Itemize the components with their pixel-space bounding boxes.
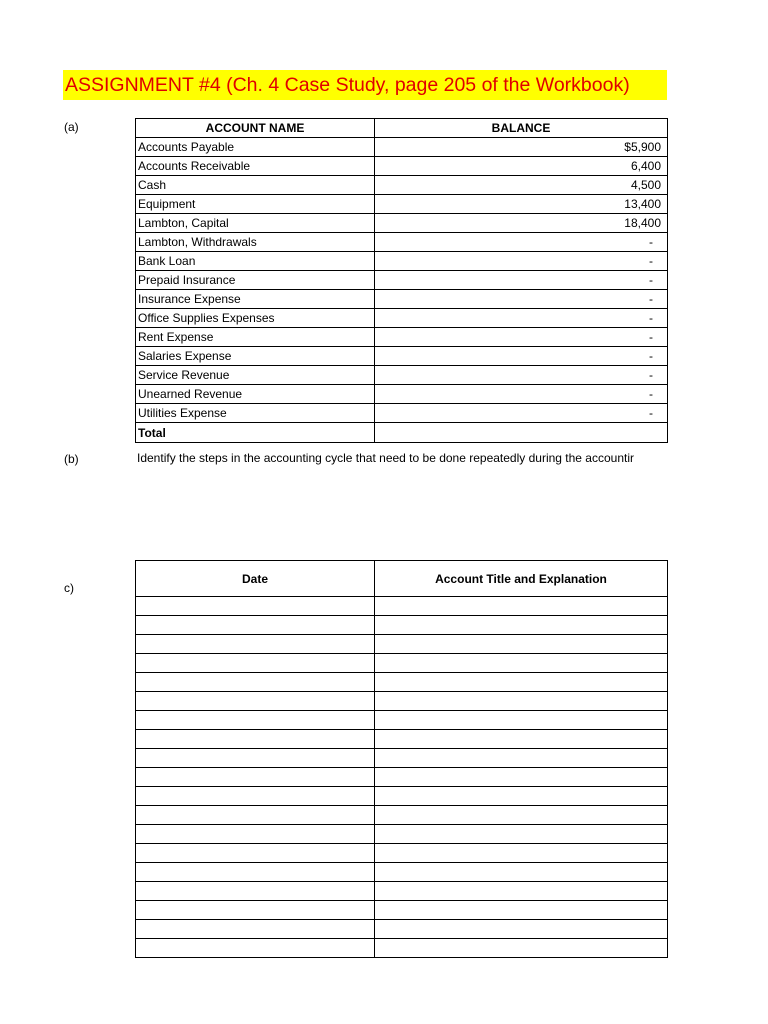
journal-row [136, 730, 668, 749]
journal-account-cell[interactable] [375, 673, 668, 692]
table-row [136, 176, 668, 195]
journal-date-cell[interactable] [136, 711, 375, 730]
account-name-cell: Accounts Receivable [136, 157, 375, 176]
table-row [136, 309, 668, 328]
journal-date-cell[interactable] [136, 939, 375, 958]
account-name-cell: Office Supplies Expenses [136, 309, 375, 328]
table-row [136, 328, 668, 347]
journal-date-cell[interactable] [136, 787, 375, 806]
journal-row [136, 844, 668, 863]
account-name-cell: Lambton, Withdrawals [136, 233, 375, 252]
part-b-label: (b) [64, 452, 79, 466]
table-row [136, 138, 668, 157]
table-row [136, 347, 668, 366]
account-name-cell: Utilities Expense [136, 404, 375, 423]
account-name-cell: Equipment [136, 195, 375, 214]
table-row [136, 195, 668, 214]
account-balance-table [135, 118, 668, 443]
balance-cell: - [375, 309, 668, 328]
journal-date-cell[interactable] [136, 882, 375, 901]
balance-cell: - [375, 328, 668, 347]
table-row [136, 366, 668, 385]
table-row [136, 252, 668, 271]
table-header-row [136, 119, 668, 138]
table-row [136, 385, 668, 404]
journal-header-row [136, 561, 668, 597]
journal-date-cell[interactable] [136, 844, 375, 863]
journal-row [136, 787, 668, 806]
balance-cell: - [375, 347, 668, 366]
column-header-balance: BALANCE [375, 119, 668, 138]
journal-account-cell[interactable] [375, 711, 668, 730]
journal-date-cell[interactable] [136, 901, 375, 920]
journal-row [136, 863, 668, 882]
balance-cell: - [375, 252, 668, 271]
journal-date-cell[interactable] [136, 863, 375, 882]
journal-account-cell[interactable] [375, 597, 668, 616]
table-row [136, 233, 668, 252]
account-name-cell: Prepaid Insurance [136, 271, 375, 290]
journal-row [136, 901, 668, 920]
journal-account-cell[interactable] [375, 692, 668, 711]
journal-date-cell[interactable] [136, 635, 375, 654]
journal-account-cell[interactable] [375, 939, 668, 958]
journal-account-cell[interactable] [375, 844, 668, 863]
journal-account-cell[interactable] [375, 787, 668, 806]
journal-date-cell[interactable] [136, 692, 375, 711]
journal-date-cell[interactable] [136, 825, 375, 844]
total-row [136, 423, 668, 443]
journal-row [136, 939, 668, 958]
journal-date-cell[interactable] [136, 920, 375, 939]
journal-account-cell[interactable] [375, 616, 668, 635]
account-name-cell: Service Revenue [136, 366, 375, 385]
account-name-cell: Bank Loan [136, 252, 375, 271]
balance-cell: 6,400 [375, 157, 668, 176]
journal-entry-table [135, 560, 668, 958]
journal-account-cell[interactable] [375, 882, 668, 901]
journal-date-cell[interactable] [136, 597, 375, 616]
table-row [136, 214, 668, 233]
table-row [136, 271, 668, 290]
journal-row [136, 749, 668, 768]
table-row [136, 404, 668, 423]
total-label: Total [136, 423, 375, 443]
journal-row [136, 654, 668, 673]
journal-account-cell[interactable] [375, 730, 668, 749]
account-name-cell: Lambton, Capital [136, 214, 375, 233]
account-name-cell: Cash [136, 176, 375, 195]
column-header-account-name: ACCOUNT NAME [136, 119, 375, 138]
part-a-label: (a) [64, 120, 79, 134]
balance-cell: $5,900 [375, 138, 668, 157]
journal-row [136, 711, 668, 730]
balance-cell: - [375, 271, 668, 290]
journal-date-cell[interactable] [136, 673, 375, 692]
journal-account-cell[interactable] [375, 863, 668, 882]
journal-row [136, 825, 668, 844]
balance-cell: - [375, 366, 668, 385]
journal-account-cell[interactable] [375, 768, 668, 787]
journal-row [136, 635, 668, 654]
account-name-cell: Salaries Expense [136, 347, 375, 366]
part-c-label: c) [64, 581, 74, 595]
journal-date-cell[interactable] [136, 616, 375, 635]
balance-cell: - [375, 385, 668, 404]
journal-account-cell[interactable] [375, 654, 668, 673]
account-name-cell: Accounts Payable [136, 138, 375, 157]
journal-date-cell[interactable] [136, 654, 375, 673]
journal-date-cell[interactable] [136, 730, 375, 749]
journal-row [136, 806, 668, 825]
balance-cell: - [375, 290, 668, 309]
part-b-question: Identify the steps in the accounting cycle that need to be done repeatedly during the accountir [137, 451, 634, 465]
journal-row [136, 920, 668, 939]
balance-cell: 4,500 [375, 176, 668, 195]
balance-cell: 13,400 [375, 195, 668, 214]
journal-row [136, 882, 668, 901]
journal-date-cell[interactable] [136, 749, 375, 768]
table-row [136, 290, 668, 309]
table-row [136, 157, 668, 176]
journal-account-cell[interactable] [375, 920, 668, 939]
balance-cell: 18,400 [375, 214, 668, 233]
journal-row [136, 768, 668, 787]
journal-date-cell[interactable] [136, 768, 375, 787]
total-value-cell[interactable] [375, 423, 668, 443]
journal-date-cell[interactable] [136, 806, 375, 825]
balance-cell: - [375, 233, 668, 252]
balance-cell: - [375, 404, 668, 423]
account-name-cell: Insurance Expense [136, 290, 375, 309]
journal-account-cell[interactable] [375, 901, 668, 920]
assignment-title: ASSIGNMENT #4 (Ch. 4 Case Study, page 205 of the Workbook) [63, 70, 667, 100]
account-name-cell: Rent Expense [136, 328, 375, 347]
journal-row [136, 616, 668, 635]
journal-account-cell[interactable] [375, 825, 668, 844]
journal-account-cell[interactable] [375, 635, 668, 654]
journal-row [136, 673, 668, 692]
column-header-date: Date [136, 561, 375, 597]
account-name-cell: Unearned Revenue [136, 385, 375, 404]
journal-account-cell[interactable] [375, 806, 668, 825]
column-header-account-title: Account Title and Explanation [375, 561, 668, 597]
journal-account-cell[interactable] [375, 749, 668, 768]
journal-row [136, 692, 668, 711]
journal-row [136, 597, 668, 616]
